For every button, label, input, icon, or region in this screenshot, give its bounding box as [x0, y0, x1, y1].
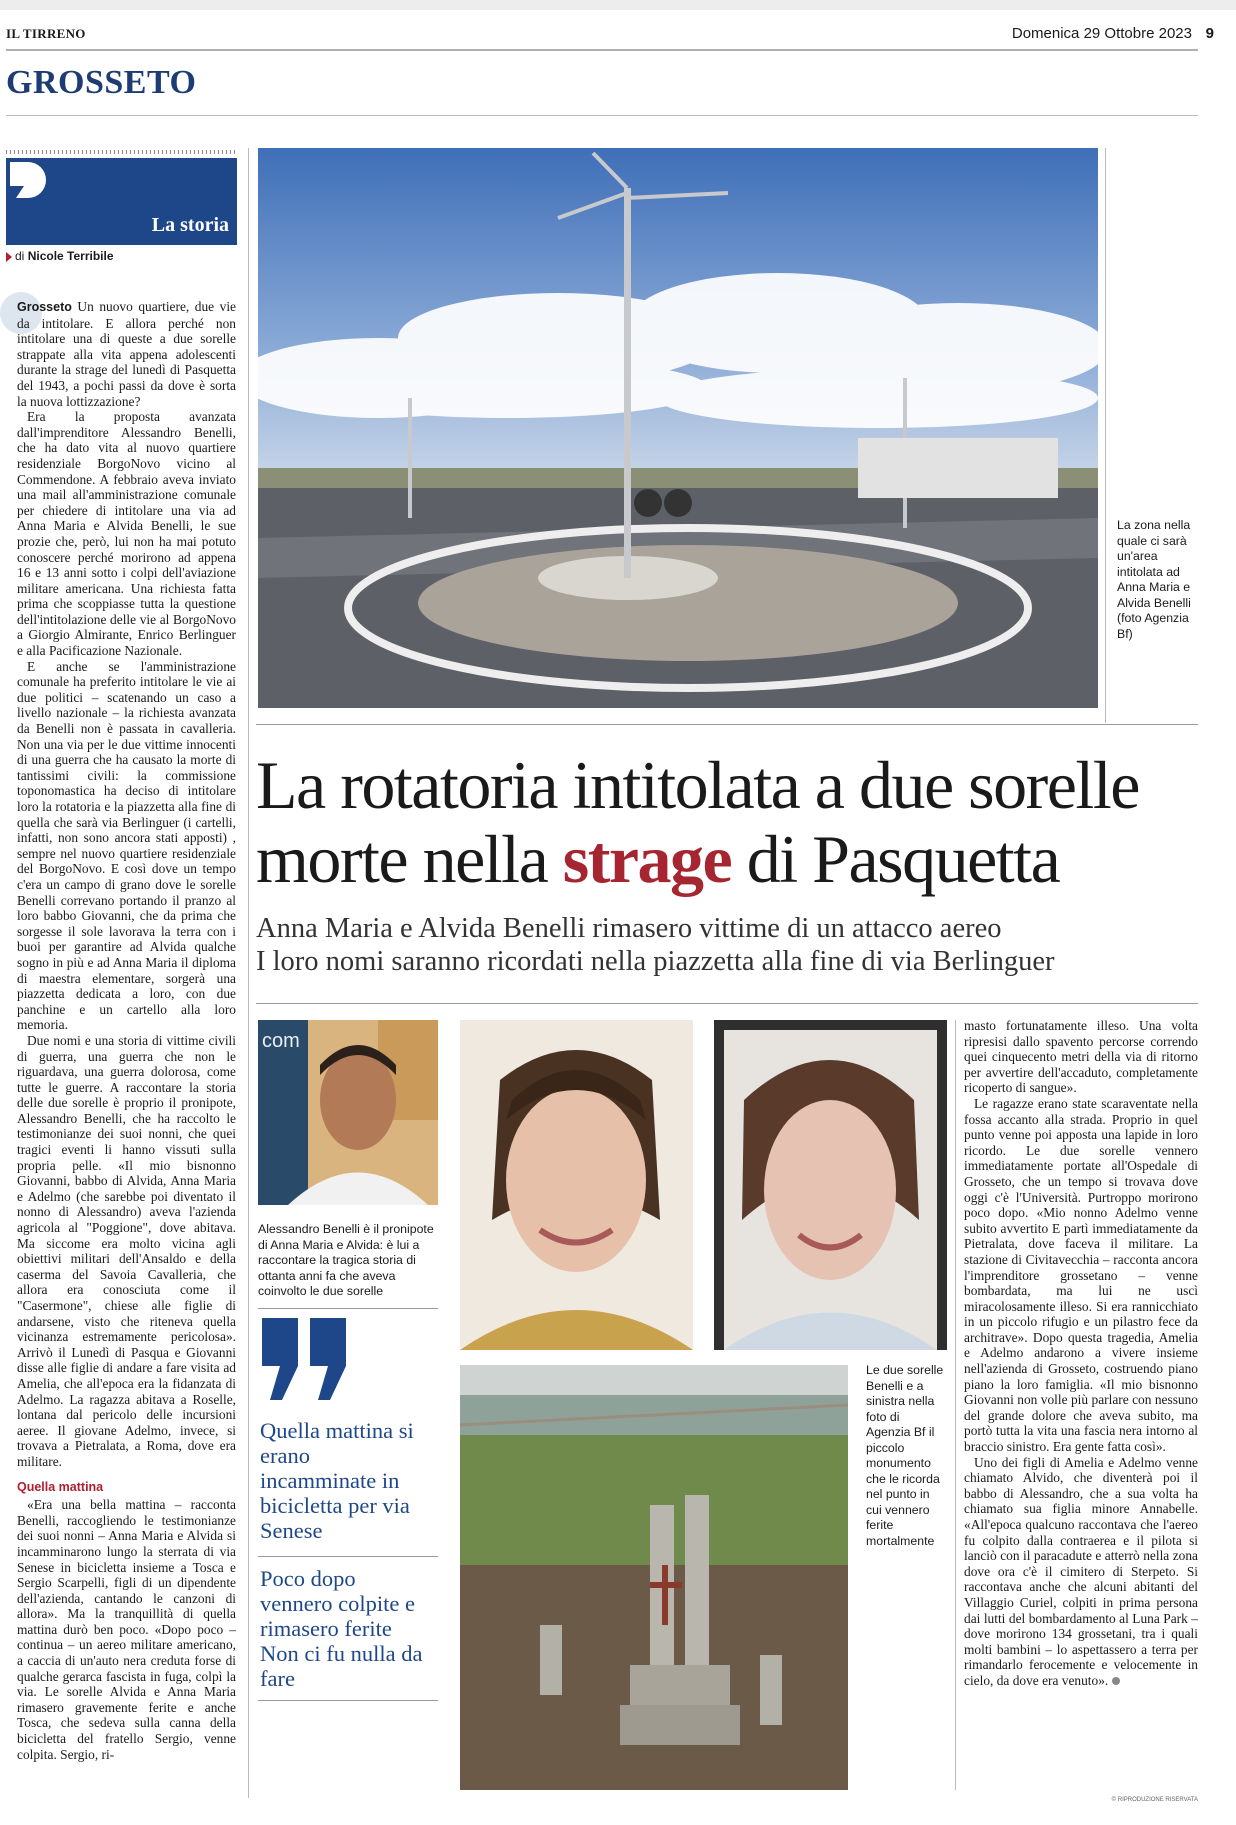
- story-label: La storia: [151, 214, 229, 236]
- top-bar: [0, 0, 1236, 10]
- headline-before: morte nella: [256, 821, 563, 897]
- byline-marker-icon: [6, 252, 12, 262]
- paragraph-4: Due nomi e una storia di vittime civili di guerra, una guerra che non le riguardava, una guerra dolorosa, come tutte le guerre. A raccontare la storia delle due sorelle è proprio il pronipote, Alessandro Benelli, che ha raccolto le testimonianze dei suoi nonni, che quei tragici eventi li hanno vissuti sulla propria pelle. «Il mio bisnonno Giovanni, babbo di Alvida, Anna Maria e Adelmo (che sarebbe poi diventato il nonno di Alessandro) aveva l'azienda agricola al "Poggione", dove abitava. Ma siccome era molto vicina agli obiettivi militari dell'Ansaldo e della caserma del Savoia Cavalleria, che allora era conosciuta come il "Casermone", chiese alle figlie di andarsene, visto che riteneva quella vicinanza estremamente pericolosa». Arrivò il Lunedì di Pasqua e Giovanni disse alle figlie di andare a fare visita ad Amelia, che all'epoca era la fidanzata di Adelmo. La ragazza abitava a Roselle, lontana dal pericolo delle incursioni aeree. Il giovane Adelmo, invece, si trovava a Pietralata, a Roma, dove era militare.: [17, 1032, 236, 1469]
- paragraph-3: E anche se l'amministrazione comunale ha preferito intitolare le vie ai due politici – scatenando un caso a livello nazionale – la richiesta avanzata da Benelli non è passata in cavalleria. Non una via per le due vittime innocenti di una guerra che ha causato la morte di tantissimi civili: la commissione toponomastica ha deciso di intitolare loro la rotatoria e la piazzetta alla fine di quella che sarà via Berlinguer (i cartelli, infatti, non sono ancora stati apposti) , sempre nel nuovo quartiere residenziale del BorgoNovo. E così dove un tempo c'era un campo di grano dove le sorelle Benelli correvano portando il pranzo al loro babbo Giovanni, che da prima che sorgesse il sole lavorava la terra con i buoi per garantire ad Alvida qualche sogno in più e ad Anna Maria il diploma di maestra elementare, sorgerà una piazzetta dedicata a loro, con due panchine e un cartello alla loro memoria.: [17, 658, 236, 1033]
- portrait-photo: [258, 1020, 438, 1205]
- story-box: [6, 158, 237, 245]
- section-rule: [6, 115, 1198, 116]
- dateline-place: Grosseto: [17, 300, 72, 314]
- paragraph-6: masto fortunatamente illeso. Una volta ripresisi dallo spavento percorse correndo quei cinquecento metri della via di ritorno per avvertire dell'accaduto, completamente ricoperto di sangue».: [964, 1018, 1198, 1096]
- deck-line-1: Anna Maria e Alvida Benelli rimasero vittime di un attacco aereo: [256, 913, 1002, 944]
- headline-after: di Pasquetta: [731, 821, 1060, 897]
- sister-photo-1: [460, 1020, 693, 1350]
- pull-quote-1: Quella mattina si erano incamminate in bicicletta per via Senese: [260, 1418, 414, 1543]
- byline-prefix: di: [15, 249, 25, 263]
- headline-highlight: strage: [562, 821, 732, 897]
- portrait-watermark: com: [262, 1030, 300, 1052]
- headline-line-1: La rotatoria intitolata a due sorelle: [256, 747, 1139, 823]
- sister-photo-2: [714, 1020, 947, 1350]
- photo-rule: [256, 724, 1198, 725]
- column-divider: [248, 148, 249, 1798]
- deck-rule: [256, 1003, 1198, 1004]
- paragraph-8-text: Uno dei figli di Amelia e Adelmo venne chiamato Alvido, che diventerà poi il babbo di Alessandro, che a sua volta ha chiamato sua figlia minore Annabelle. «All'epoca qualcuno raccontava che l'aereo fu colpito dalla contraerea e il pilota si lanciò con il paracadute e atterrò nella zona dove ora c'è il cimitero di Sterpeto. Si raccontava anche che alcuni abitanti del Villaggio Curiel, colpiti in prima persona dai lutti del bombardamento al Luna Park – dove morirono 134 grossetani, tra i quali molti bambini – lo aspettassero a terra per rimandarlo ferocemente e velocemente in cielo, da dove era venuto».: [964, 1454, 1198, 1688]
- masthead: IL TIRRENO: [6, 26, 86, 41]
- quote-divider: [258, 1556, 438, 1557]
- portrait-caption: Alessandro Benelli è il pronipote di Anna Maria e Alvida: è lui a raccontare la tragica storia di ottanta anni fa che aveva coinvolto le due sorelle: [258, 1222, 434, 1298]
- quote-mark-large-icon: [260, 1316, 352, 1402]
- article-column-4: [964, 1018, 1198, 1689]
- paragraph-1: [17, 299, 236, 409]
- paragraph-5: «Era una bella mattina – racconta Benelli, raccogliendo le testimonianze dei suoi nonni – Anna Maria e Alvida si incamminarono lungo la sterrata di via Senese in bicicletta insieme a Tosca e Sergio Scarpelli, figli di un dipendente dell'azienda, cantando le canzoni di allora». Ma la tranquillità di quella mattina durò ben poco. «Dopo poco – continua – un aereo militare americano, a caccia di un'auto nera creduta forse di qualche gerarca fascista in fuga, colpì la via. Le sorelle Alvida e Anna Maria rimasero gravemente ferite e anche Tosca, che sedeva sulla canna della bicicletta del fratello Sergio, venne colpita. Sergio, ri-: [17, 1497, 236, 1762]
- headline-line-2: [256, 822, 1216, 896]
- byline-author: Nicole Terribile: [27, 249, 114, 263]
- pull-quote-2: Poco dopo vennero colpite e rimasero ferite Non ci fu nulla da fare: [260, 1566, 423, 1691]
- section-title: GROSSETO: [6, 64, 197, 101]
- header-rule: [6, 49, 1198, 51]
- quote-mark-icon: [8, 160, 48, 204]
- paragraph-8: [964, 1455, 1198, 1689]
- paragraph-1-text: Un nuovo quartiere, due vie da intitolare. E allora perché non intitolare una di queste a due sorelle strappate alla vita appena adolescenti durante la strage del lunedì di Pasquetta del 1943, a pochi passi da dove è sorta la nuova lottizzazione?: [17, 299, 236, 409]
- quote-rule-bottom: [258, 1700, 438, 1701]
- deck: [256, 912, 1216, 978]
- sisters-caption: Le due sorelle Benelli e a sinistra nella foto di Agenzia Bf il piccolo monumento che le ricorda nel punto in cui vennero ferite mortalmente: [866, 1363, 944, 1548]
- memorial-photo: [460, 1365, 848, 1790]
- roundabout-photo: [258, 148, 1098, 708]
- page-number: 9: [1205, 25, 1214, 42]
- reproduction-notice: © RIPRODUZIONE RISERVATA: [1111, 1797, 1198, 1803]
- paragraph-2: Era la proposta avanzata dall'imprenditore Alessandro Benelli, che ha dato vita al nuovo quartiere residenziale BorgoNovo vicino al Commendone. A febbraio aveva inviato una mail all'amministrazione comunale per chiedere di intitolare una via ad Anna Maria e Alvida Benelli, le sue prozie che, però, lui non ha mai potuto conoscere perché morirono ad appena 16 e 13 anni sotto i colpi dell'aviazione militare americana. Una richiesta fatta prima che scoppiasse tutta la questione dell'intitolazione delle vie al BorgoNovo a Giorgio Almirante, Enrico Berlinguer e alla Pacificazione Nazionale.: [17, 409, 236, 659]
- headline: [256, 748, 1216, 896]
- paragraph-7: Le ragazze erano state scaraventate nella fossa accanto alla strada. Proprio in quel punto venne poi apposta una lapide in loro ricordo. Le due sorelle vennero immediatamente portate all'Ospedale di Grosseto, che un tempo si trovava dove oggi c'è l'Università. Purtroppo morirono poco dopo. «Mio nonno Adelmo venne subito avvertito E partì immediatamente da Pietralata, dove faceva il militare. La stazione di Civitavecchia – racconta ancora l'imprenditore grossetano – venne bombardata, ma lui ne uscì miracolosamente illeso. Si era rannicchiato in un piccolo rifugio e un pilastro fece da architrave». Dopo questa tragedia, Amelia e Adelmo andarono a vivere insieme nell'azienda di Grosseto, costruendo piano piano la loro famiglia. «Il mio bisnonno Giovanni non volle più parlare con nessuno del grande dolore che aveva subito, ma portò tutta la vita una fascia nera intorno al braccio sinistro. Era gente fatta così».: [964, 1095, 1198, 1455]
- right-column-divider: [955, 1020, 956, 1790]
- quote-rule-top: [258, 1308, 438, 1309]
- article-column-1: [17, 299, 236, 1762]
- byline: [6, 249, 114, 263]
- caption-divider: [1105, 148, 1106, 723]
- subheading: Quella mattina: [17, 1479, 104, 1494]
- deck-line-2: I loro nomi saranno ricordati nella piazzetta alla fine di via Berlinguer: [256, 946, 1055, 977]
- issue-date: Domenica 29 Ottobre 2023: [1011, 25, 1192, 42]
- main-photo-caption: La zona nella quale ci sarà un'area intitolata ad Anna Maria e Alvida Benelli (foto Agenzia Bf): [1117, 518, 1191, 641]
- dotted-rule: [6, 150, 237, 154]
- end-mark-icon: [1112, 1677, 1120, 1685]
